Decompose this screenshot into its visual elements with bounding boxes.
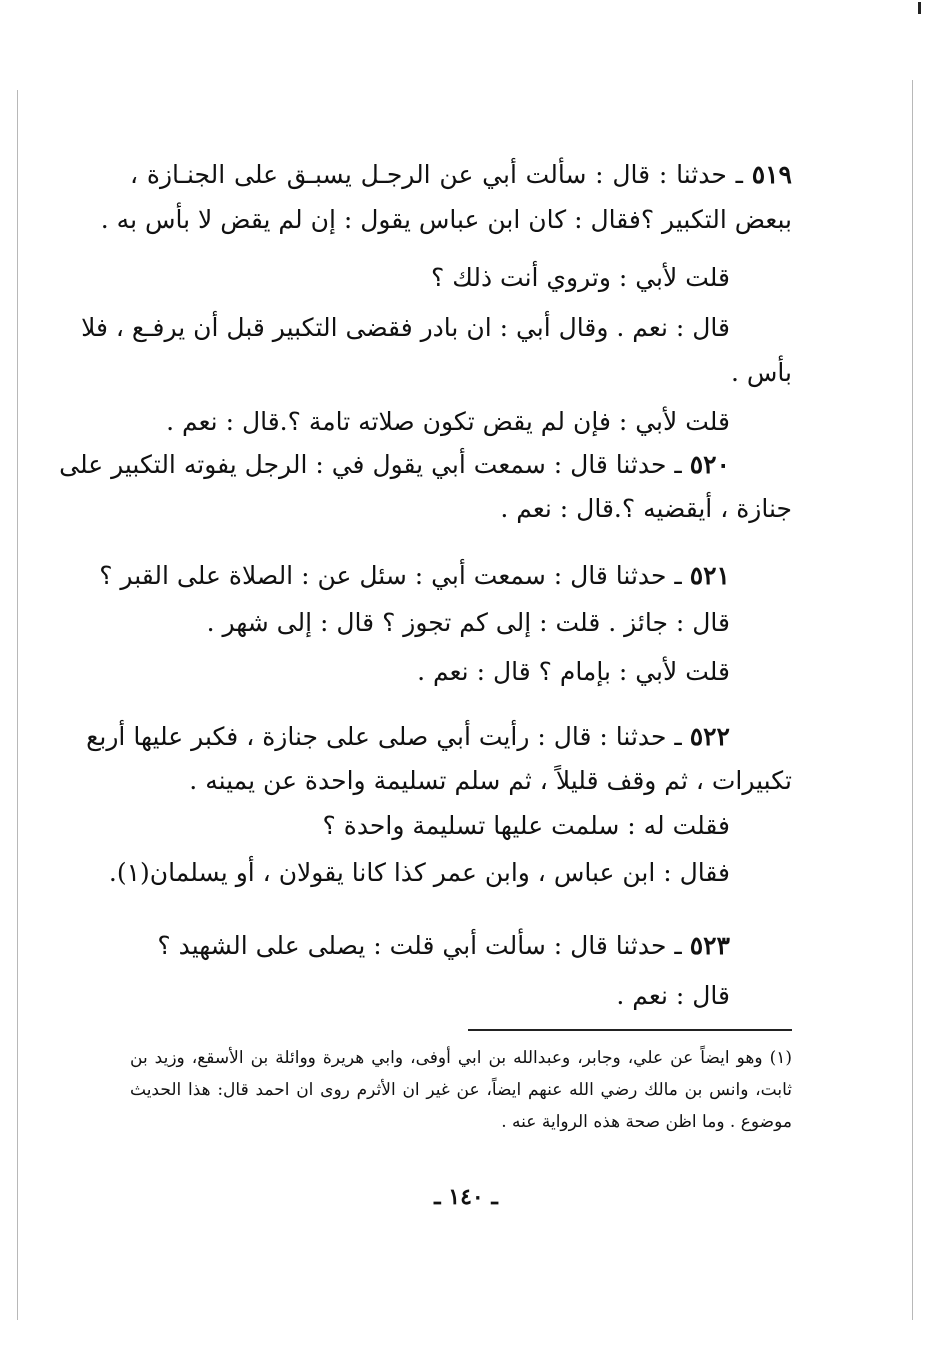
corner-mark <box>918 2 921 14</box>
text-line: قلت لأبي : بإمام ؟ قال : نعم . <box>417 657 730 686</box>
hadith-521-line-1: ٥٢١ ـ حدثنا قال : سمعت أبي : سئل عن : الصلاة على القبر ؟ <box>99 561 730 590</box>
hadith-number: ٥٢٢ <box>689 722 730 751</box>
hadith-522-line-1: ٥٢٢ ـ حدثنا : قال : رأيت أبي صلى على جنازة ، فكبر عليها أربع <box>86 722 730 751</box>
footnote-line: موضوع . وما اظن صحة هذه الرواية عنه . <box>501 1112 792 1132</box>
text-line: بأس . <box>731 358 792 387</box>
hadith-520-line-2: جنازة ، أيقضيه ؟.قال : نعم . <box>500 494 792 523</box>
right-margin-line <box>912 80 913 1320</box>
text-line: قال : نعم . وقال أبي : ان بادر فقضى التكبير قبل أن يرفـع ، فلا <box>81 313 730 342</box>
text-line: فقال : ابن عباس ، وابن عمر كذا كانا يقولان ، أو يسلمان(١). <box>108 858 730 887</box>
text-line: قلت لأبي : وتروي أنت ذلك ؟ <box>431 263 730 292</box>
text-line: قال : نعم . <box>616 981 730 1010</box>
hadith-number: ٥١٩ <box>751 160 792 189</box>
hadith-520-line-1: ٥٢٠ ـ حدثنا قال : سمعت أبي يقول في : الرجل يفوته التكبير على <box>59 450 730 479</box>
page-number: ـ ١٤٠ ـ <box>434 1184 498 1210</box>
text-line: قال : جائز . قلت : إلى كم تجوز ؟ قال : إلى شهر . <box>206 608 730 637</box>
hadith-519-line-2: ببعض التكبير ؟فقال : كان ابن عباس يقول : إن لم يقض لا بأس به . <box>100 205 792 234</box>
text-line: فقلت له : سلمت عليها تسليمة واحدة ؟ <box>322 811 730 840</box>
left-margin-line <box>17 90 18 1320</box>
hadith-522-line-2: تكبيرات ، ثم وقف قليلاً ، ثم سلم تسليمة واحدة عن يمينه . <box>189 766 792 795</box>
hadith-number: ٥٢١ <box>689 561 730 590</box>
footnote-line: ثابت، وانس بن مالك رضي الله عنهم ايضاً، عن غير ان الأثرم روى ان احمد قال: هذا الحديث <box>130 1080 792 1100</box>
hadith-519-line-1: ٥١٩ ـ حدثنا : قال : سألت أبي عن الرجـل يسبـق على الجنـازة ، <box>130 160 792 189</box>
text-line: قلت لأبي : فإن لم يقض تكون صلاته تامة ؟.قال : نعم . <box>166 407 730 436</box>
hadith-523-line-1: ٥٢٣ ـ حدثنا قال : سألت أبي قلت : يصلى على الشهيد ؟ <box>157 931 730 960</box>
hadith-number: ٥٢٠ <box>689 450 730 479</box>
footnote-line: (١) وهو ايضاً عن علي، وجابر، وعبدالله بن ابي أوفى، وابي هريرة ووائلة بن الأسقع، وزيد بن <box>130 1048 792 1068</box>
hadith-number: ٥٢٣ <box>689 931 730 960</box>
footnote-divider <box>468 1029 792 1031</box>
